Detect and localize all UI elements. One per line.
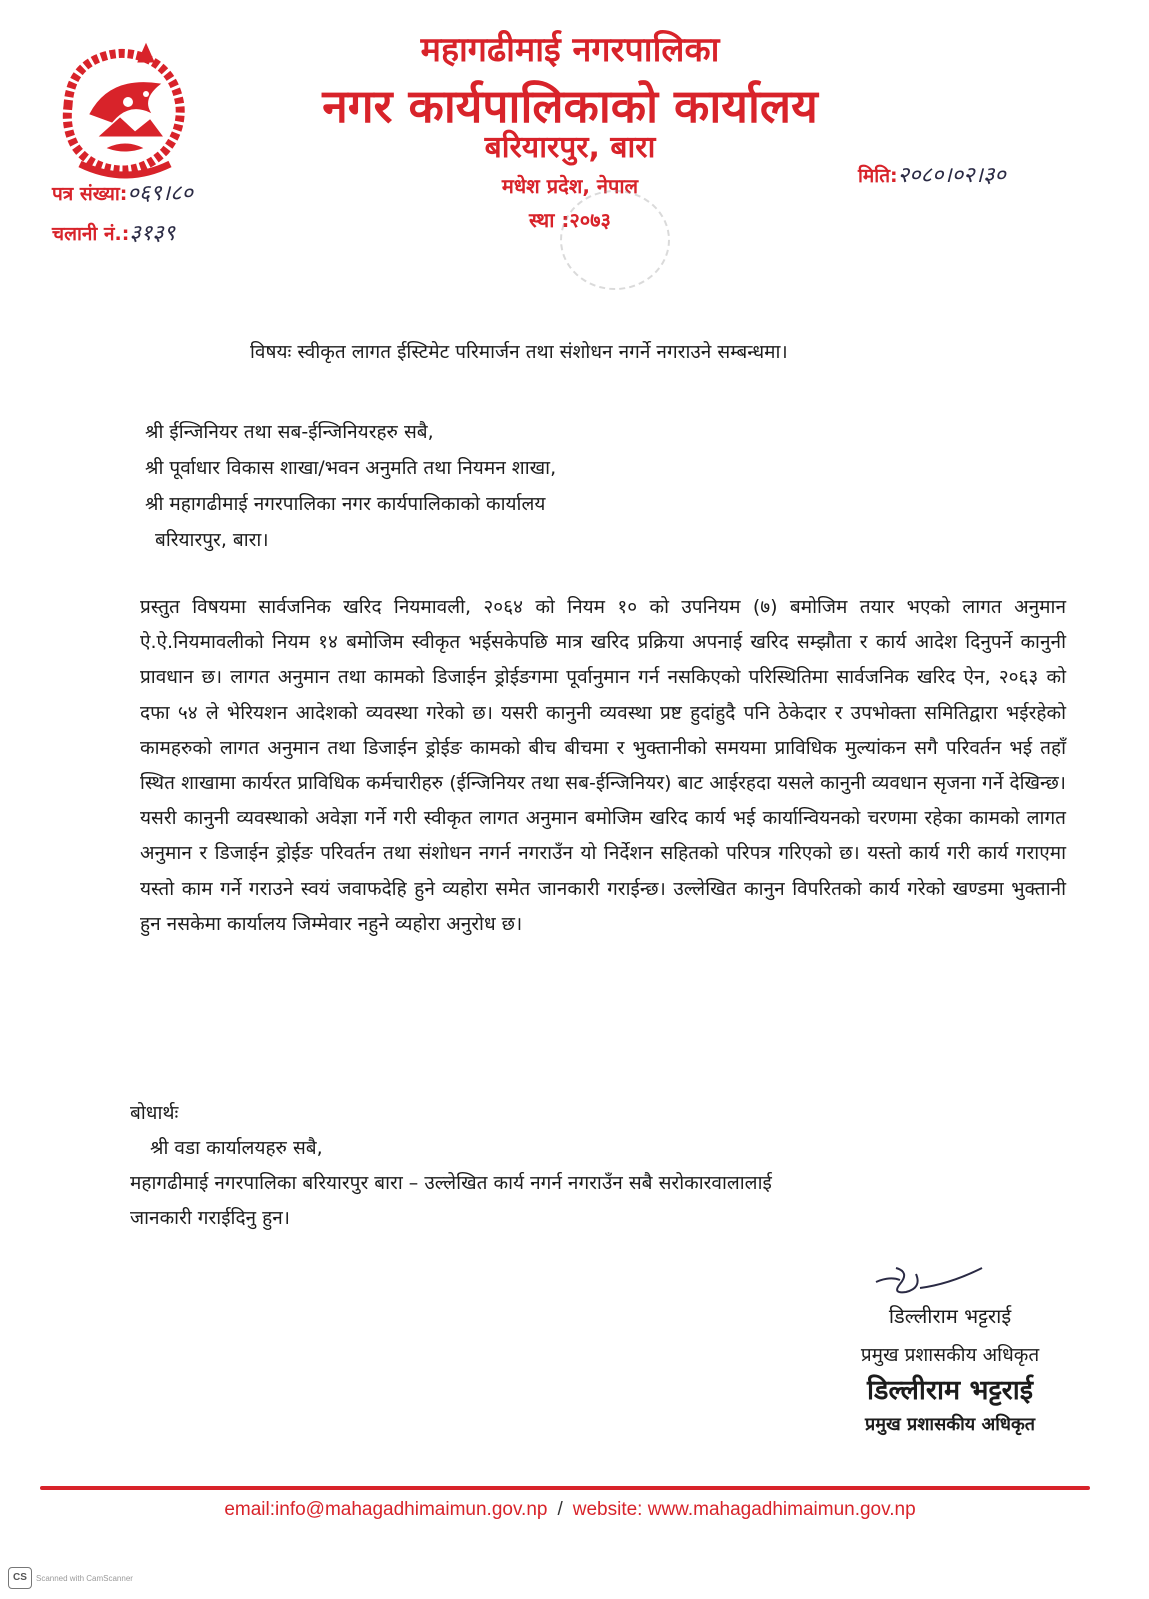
- copy-to-line: महागढीमाई नगरपालिका बरियारपुर बारा – उल्लेखित कार्य नगर्न नगराउँन सबै सरोकारवालालाई: [130, 1172, 772, 1194]
- office-name: नगर कार्यपालिकाको कार्यालय: [322, 79, 818, 133]
- signatory-stamp-name: डिल्लीराम भट्टराई: [867, 1375, 1033, 1406]
- date-value: २०८०।०२।३०: [897, 163, 1006, 188]
- scanner-label: Scanned with CamScanner: [36, 1573, 133, 1583]
- camscanner-icon: CS: [8, 1567, 32, 1589]
- province: मधेश प्रदेश, नेपाल: [501, 174, 639, 198]
- office-location: बरियारपुर, बारा: [484, 130, 656, 165]
- reference-number-label: पत्र संख्या:: [52, 183, 128, 205]
- letterhead: [0, 0, 1149, 310]
- reference-number: [52, 180, 193, 208]
- footer-website: website: www.mahagadhimaimun.gov.np: [572, 1499, 916, 1520]
- addressee-line: श्री पूर्वाधार विकास शाखा/भवन अनुमति तथा नियमन शाखा,: [145, 457, 557, 479]
- org-name: महागढीमाई नगरपालिका: [420, 30, 720, 70]
- addressee-list: [145, 414, 845, 558]
- established: स्था :२०७३: [529, 208, 611, 232]
- footer-divider: [40, 1486, 1090, 1490]
- subject-line: विषयः स्वीकृत लागत ईस्टिमेट परिमार्जन तथा संशोधन नगर्ने नगराउने सम्बन्धमा।: [250, 341, 788, 363]
- footer-email: email:info@mahagadhimaimun.gov.np: [224, 1499, 548, 1520]
- copy-to-line: जानकारी गराईदिनु हुन।: [130, 1207, 290, 1229]
- footer-separator: /: [557, 1499, 563, 1520]
- dispatch-number-value: ३१३९: [129, 221, 176, 246]
- dispatch-number: [52, 220, 175, 248]
- footer-contact: [180, 1495, 960, 1525]
- addressee-line: बरियारपुर, बारा।: [155, 529, 269, 551]
- office-stamp: [560, 190, 670, 290]
- copy-to-label: बोधार्थः: [130, 1102, 179, 1124]
- date-label: मिति:: [858, 165, 898, 187]
- signatory-name: डिल्लीराम भट्टराई: [888, 1304, 1012, 1328]
- addressee-line: श्री महागढीमाई नगरपालिका नगर कार्यपालिकाको कार्यालय: [145, 493, 546, 515]
- government-emblem-icon: [50, 36, 200, 186]
- signatory-stamp-title: प्रमुख प्रशासकीय अधिकृत: [864, 1414, 1036, 1435]
- copy-to-line: श्री वडा कार्यालयहरु सबै,: [150, 1137, 323, 1159]
- scanner-watermark: [8, 1567, 133, 1589]
- addressee-line: श्री ईन्जिनियर तथा सब-ईन्जिनियरहरु सबै,: [145, 421, 434, 443]
- signatory-title: प्रमुख प्रशासकीय अधिकृत: [860, 1344, 1040, 1366]
- letter-date: [858, 162, 1006, 190]
- signatory-block: [820, 1300, 1080, 1440]
- dispatch-number-label: चलानी नं.:: [52, 223, 130, 245]
- reference-number-value: ०६९।८०: [127, 181, 193, 206]
- letter-body: प्रस्तुत विषयमा सार्वजनिक खरिद नियमावली, २०६४ को नियम १० को उपनियम (७) बमोजिम तयार भएको लागत अनुमान ऐ.ऐ.नियमावलीको नियम १४ बमोजिम स्वीकृत भईसकेपछि मात्र खरिद प्रक्रिया अपनाई खरिद सम्झौता र कार्य आदेश दिनुपर्ने कानुनी प्रावधान छ। लागत अनुमान तथा कामको डिजाईन ड्रोईङगमा पूर्वानुमान गर्न नसकिएको परिस्थितिमा सार्वजनिक खरिद ऐन, २०६३ को दफा ५४ ले भेरियशन आदेशको व्यवस्था गरेको छ। यसरी कानुनी व्यवस्था प्रष्ट हुदांहुदै पनि ठेकेदार र उपभोक्ता समितिद्वारा भईरहेको कामहरुको लागत अनुमान तथा डिजाईन ड्रोईङ कामको बीच बीचमा र भुक्तानीको समयमा प्राविधिक मुल्यांकन सगै परिवर्तन भई तहाँ स्थित शाखामा कार्यरत प्राविधिक कर्मचारीहरु (ईन्जिनियर तथा सब-ईन्जिनियर) बाट आईरहदा यसले कानुनी व्यवधान सृजना गर्ने देखिन्छ। यसरी कानुनी व्यवस्थाको अवेज्ञा गर्ने गरी स्वीकृत लागत अनुमान बमोजिम खरिद कार्य भई कार्यान्वियनको चरणमा रहेका कामको लागत अनुमान र डिजाईन ड्रोईङ परिवर्तन तथा संशोधन नगर्न नगराउँन यो निर्देशन सहितको परिपत्र गरिएको छ। यस्तो कार्य गरी कार्य गराएमा यस्तो काम गर्ने गराउने स्वयं जवाफदेहि हुने व्यहोरा समेत जानकारी गराईन्छ। उल्लेखित कानुन विपरितको कार्य गरेको खण्डमा भुक्तानी हुन नसकेमा कार्यालय जिम्मेवार नहुने व्यहोरा अनुरोध छ।: [140, 596, 1066, 935]
- copy-to-section: [130, 1096, 1030, 1236]
